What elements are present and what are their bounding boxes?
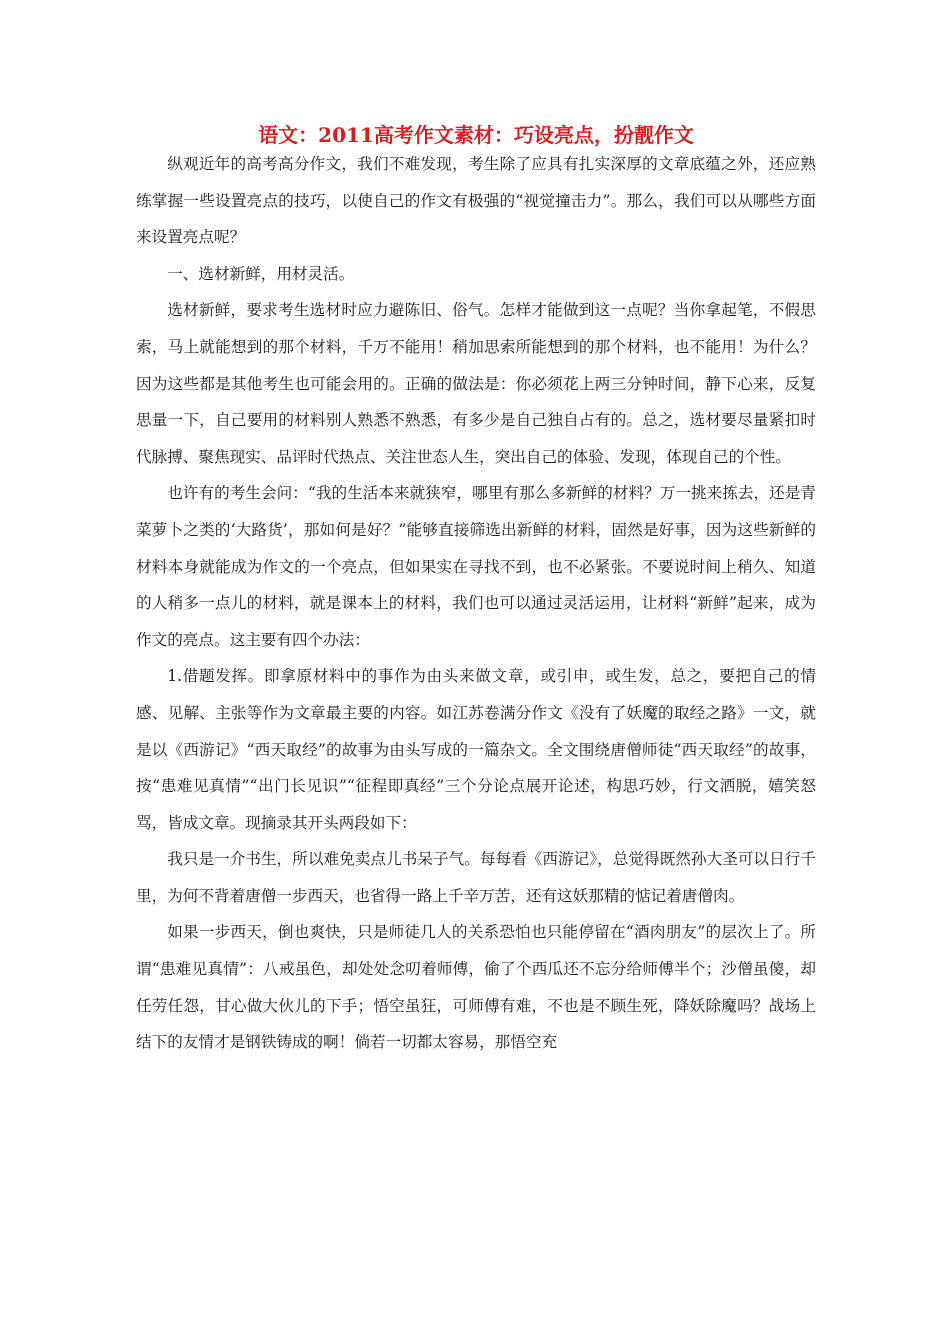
paragraph: 选材新鲜，要求考生选材时应力避陈旧、俗气。怎样才能做到这一点呢？当你拿起笔，不假思索，马上就能想到的那个材料，千万不能用！稍加思索所能想到的那个材料，也不能用！为什么？因为这些都是其他考生也可能会用的。正确的做法是：你必须花上两三分钟时间，静下心来，反复思量一下，自己要用的材料别人熟悉不熟悉，有多少是自己独自占有的。总之，选材要尽量紧扣时代脉搏、聚焦现实、品评时代热点、关注世态人生，突出自己的体验、发现，体现自己的个性。 [136, 301, 816, 466]
paragraph: 也许有的考生会问：“我的生活本来就狭窄，哪里有那么多新鲜的材料？万一挑来拣去，还是青菜萝卜之类的‘大路货’，那如何是好？”能够直接筛选出新鲜的材料，固然是好事，因为这些新鲜的材料本身就能成为作文的一个亮点，但如果实在寻找不到，也不必紧张。不要说时间上稍久、知道的人稍多一点儿的材料，就是课本上的材料，我们也可以通过灵活运用，让材料“新鲜”起来，成为作文的亮点。这主要有四个办法： [136, 484, 816, 649]
paragraph-intro: 纵观近年的高考高分作文，我们不难发现，考生除了应具有扎实深厚的文章底蕴之外，还应熟练掌握一些设置亮点的技巧，以使自己的作文有极强的“视觉撞击力”。那么，我们可以从哪些方面来设置亮点呢？ [136, 155, 816, 247]
document-title: 语文：2011高考作文素材：巧设亮点，扮靓作文 [258, 123, 694, 147]
paragraph: 1.借题发挥。即拿原材料中的事作为由头来做文章，或引申，或生发，总之，要把自己的情感、见解、主张等作为文章最主要的内容。如江苏卷满分作文《没有了妖魔的取经之路》一文，就是以《西游记》“西天取经”的故事为由头写成的一篇杂文。全文围绕唐僧师徒“西天取经”的故事，按“患难见真情”“出门长见识”“征程即真经”三个分论点展开论述，构思巧妙，行文洒脱，嬉笑怒骂，皆成文章。现摘录其开头两段如下： [136, 667, 816, 832]
document-body [136, 146, 816, 1061]
quoted-paragraph: 如果一步西天，倒也爽快，只是师徒几人的关系恐怕也只能停留在“酒肉朋友”的层次上了。所谓“患难见真情”：八戒虽色，却处处念叨着师傅，偷了个西瓜还不忘分给师傅半个；沙僧虽傻，却任劳任怨，甘心做大伙儿的下手；悟空虽狂，可师傅有难，不也是不顾生死，降妖除魔吗？战场上结下的友情才是钢铁铸成的啊！倘若一切都太容易，那悟空充 [136, 923, 816, 1052]
quoted-paragraph: 我只是一介书生，所以难免卖点儿书呆子气。每每看《西游记》，总觉得既然孙大圣可以日行千里，为何不背着唐僧一步西天，也省得一路上千辛万苦，还有这妖那精的惦记着唐僧肉。 [136, 850, 816, 905]
section-heading: 一、选材新鲜，用材灵活。 [167, 264, 355, 283]
